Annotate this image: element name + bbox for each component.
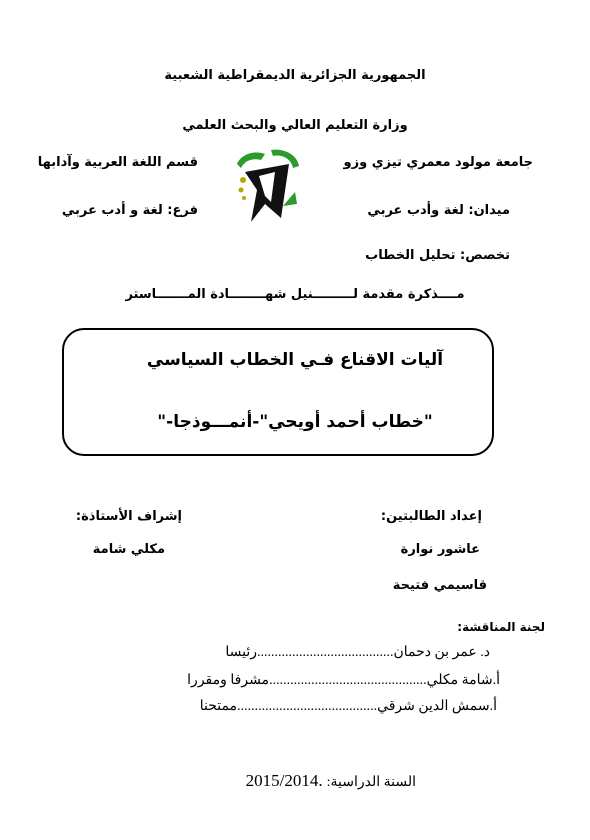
jury-member-dots: ............................................. [269,673,427,688]
branch-label: فرع: لغة و أدب عربي [61,203,198,218]
academic-year [171,771,416,791]
supervision-label: إشراف الأستاذة: [75,509,182,524]
jury-member-role: مشرفا ومقررا [187,673,270,688]
jury-member-name: أ.شامة مكلي [426,673,500,688]
title-frame [62,328,494,456]
jury-member-2 [58,672,500,689]
jury-member-name: أ.سمش الدين شرقي [377,699,497,714]
thesis-title: آليات الاقناع فـي الخطاب السياسي [146,350,444,370]
year-label: السنة الدراسية: [326,775,416,790]
jury-member-name: د. عمر بن دحمان [393,645,490,660]
student-name-1: عاشور نوارة [400,542,480,557]
students-label: إعداد الطالبتين: [380,509,482,524]
jury-member-role: ممتحنا [199,699,238,714]
specialty-label: تخصص: تحليل الخطاب [365,248,510,263]
field-label: ميدان: لغة وأدب عربي [367,203,510,218]
year-value: 2015/2014. [245,771,323,790]
jury-member-3 [83,698,497,715]
jury-member-role: رئيسا [225,645,257,660]
jury-member-dots: ....................................... [257,645,394,660]
supervisor-name: مكلي شامة [92,542,165,557]
jury-member-1 [58,644,490,661]
memo-description: مــــذكرة مقدمة لـــــــــنيل شهــــــــادة المـــــــاستر [125,287,465,302]
republic-heading: الجمهورية الجزائرية الديمقراطية الشعبية [164,68,426,83]
jury-label: لجنة المناقشة: [457,620,545,634]
department-name: قسم اللغة العربية وآدابها [37,155,198,170]
thesis-subtitle: "خطاب أحمد أويحي"-أنمـــوذجا-" [157,412,433,432]
student-name-2: قاسيمي فتيحة [392,578,487,593]
university-name: جامعة مولود معمري تيزي وزو [343,155,533,170]
university-logo-icon [231,146,303,226]
jury-member-dots: ........................................ [237,699,378,714]
ministry-heading: وزارة التعليم العالي والبحث العلمي [182,118,408,133]
